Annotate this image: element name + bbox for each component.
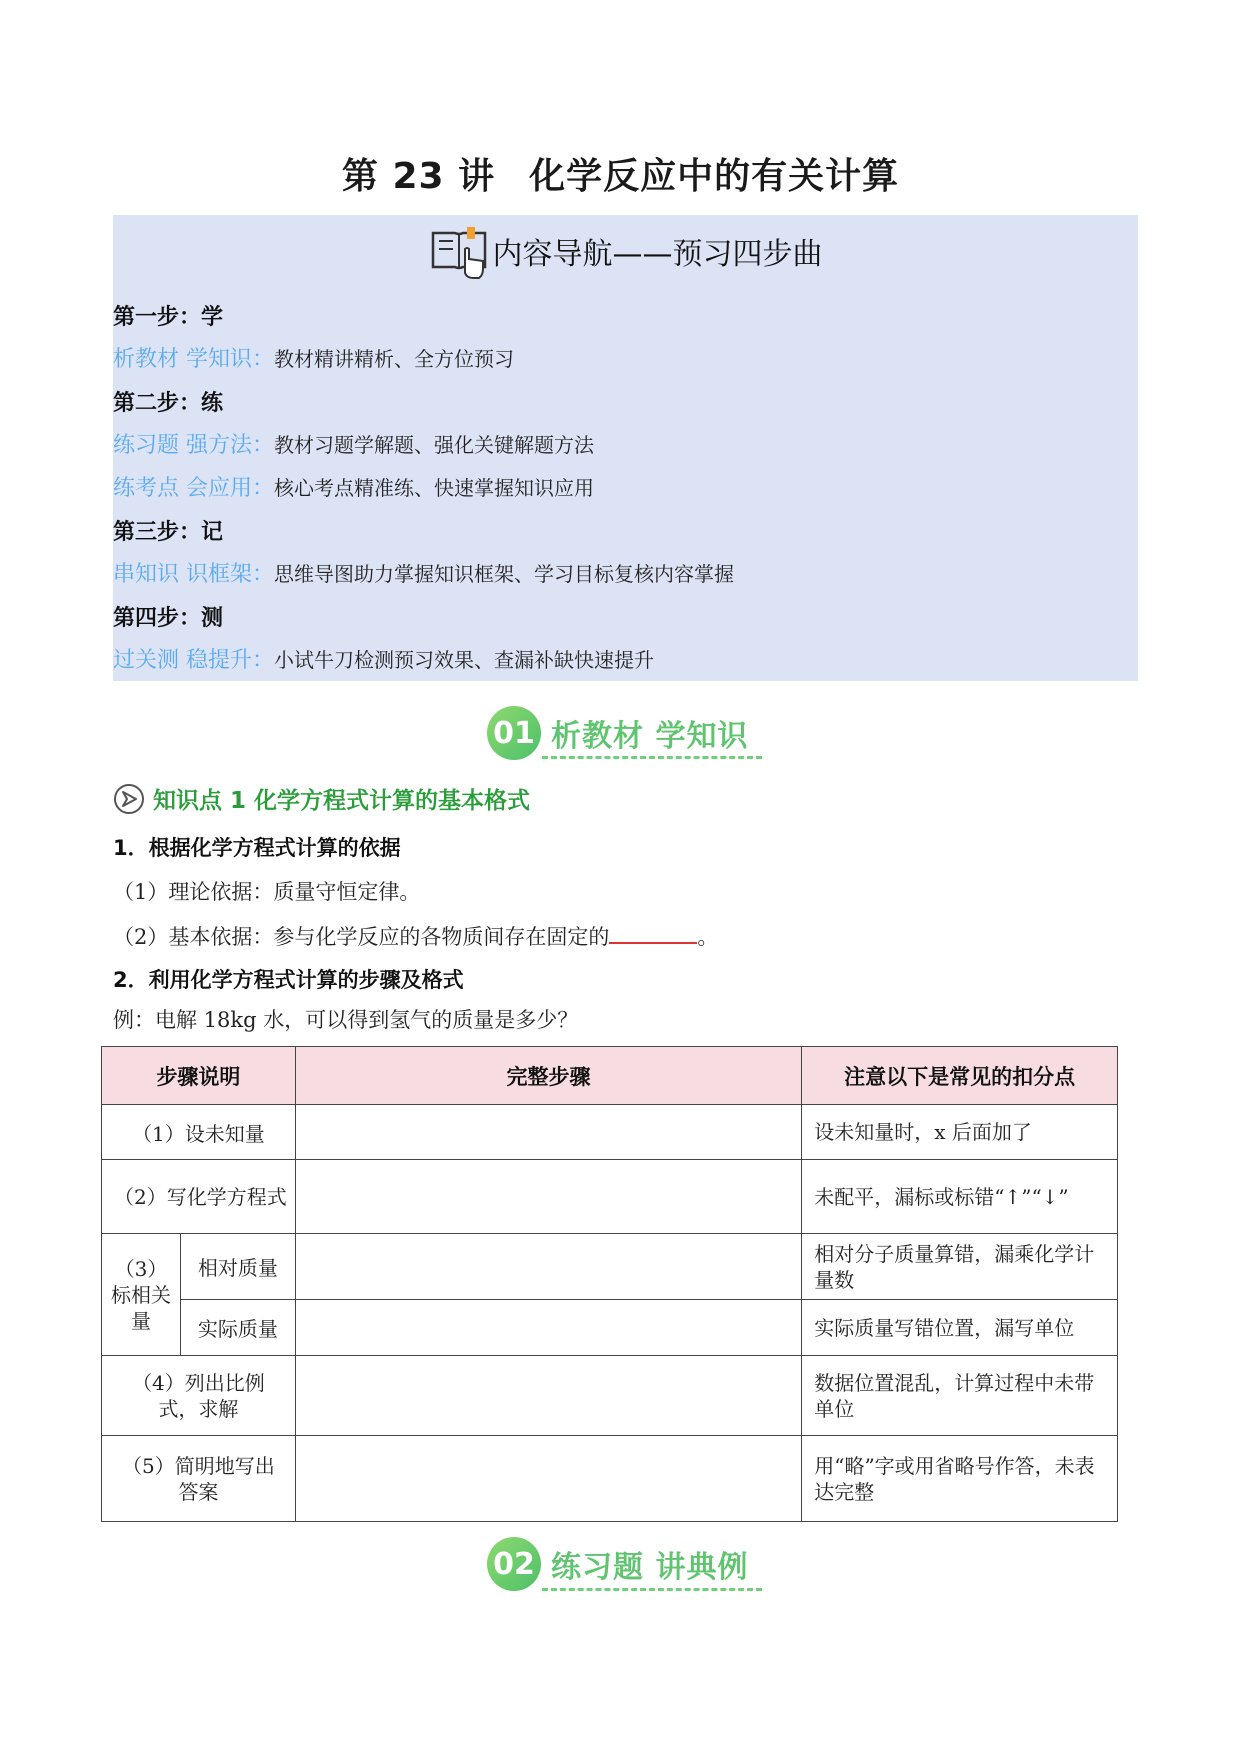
table-header-row	[102, 1047, 1118, 1105]
guide-item-desc: 教材精讲精析、全方位预习	[274, 347, 514, 371]
section-number-badge: 01	[487, 706, 541, 760]
paragraph-text: （2）基本依据：参与化学反应的各物质间存在固定的	[113, 925, 610, 949]
guide-item-desc: 思维导图助力掌握知识框架、学习目标复核内容掌握	[274, 562, 734, 586]
lecture-topic: 化学反应中的有关计算	[529, 156, 900, 197]
guide-item-label: 练习题 强方法：	[113, 433, 274, 458]
section-number-badge: 02	[487, 1537, 541, 1591]
table-row	[102, 1105, 1118, 1160]
guide-item-desc: 核心考点精准练、快速掌握知识应用	[274, 476, 594, 500]
table-row	[102, 1234, 1118, 1300]
answer-cell[interactable]	[295, 1105, 801, 1160]
step-cell: （1）设未知量	[102, 1105, 296, 1160]
guide-item-3	[113, 468, 594, 508]
content-paragraph-2	[113, 921, 718, 951]
guide-item-2	[113, 425, 594, 465]
step-cell: （4）列出比例式，求解	[102, 1356, 296, 1436]
section-banner-2	[487, 1537, 748, 1591]
page-title	[0, 148, 1241, 199]
note-cell: 未配平，漏标或标错“↑”“↓”	[802, 1160, 1118, 1234]
step-group-cell: （3）标相关量	[102, 1234, 181, 1356]
step-cell: （2）写化学方程式	[102, 1160, 296, 1234]
section-banner-1	[487, 706, 748, 760]
section-underline	[542, 1588, 762, 1591]
guide-item-desc: 教材习题学解题、强化关键解题方法	[274, 433, 594, 457]
step-cell: （5）简明地写出答案	[102, 1436, 296, 1522]
guide-item-desc: 小试牛刀检测预习效果、查漏补缺快速提升	[274, 648, 654, 672]
section-underline	[542, 756, 762, 759]
section-title: 练习题 讲典例	[551, 1550, 749, 1585]
guide-item-label: 练考点 会应用：	[113, 476, 274, 501]
book-hand-icon	[429, 223, 489, 279]
guide-item-label: 串知识 识框架：	[113, 562, 274, 587]
header-full-steps: 完整步骤	[295, 1047, 801, 1105]
guide-item-4	[113, 554, 734, 594]
knowledge-point-heading	[113, 782, 530, 815]
guide-item-1	[113, 339, 514, 379]
paragraph-end: 。	[697, 925, 719, 949]
guide-item-5	[113, 640, 654, 680]
section-title: 析教材 学知识	[551, 719, 749, 754]
header-step: 步骤说明	[102, 1047, 296, 1105]
table-row	[102, 1356, 1118, 1436]
calculation-steps-table	[101, 1046, 1118, 1522]
guide-step-1: 第一步：学	[113, 304, 224, 330]
fill-in-blank[interactable]	[609, 922, 697, 944]
knowledge-point-title: 知识点 1 化学方程式计算的基本格式	[153, 788, 531, 814]
content-guide-box	[113, 215, 1138, 681]
note-cell: 数据位置混乱，计算过程中未带单位	[802, 1356, 1118, 1436]
guide-step-4: 第四步：测	[113, 605, 224, 631]
answer-cell[interactable]	[295, 1300, 801, 1356]
table-row	[102, 1300, 1118, 1356]
guide-header	[113, 223, 1138, 279]
table-row	[102, 1436, 1118, 1522]
answer-cell[interactable]	[295, 1234, 801, 1300]
arrow-circle-icon	[113, 783, 145, 815]
header-notes: 注意以下是常见的扣分点	[802, 1047, 1118, 1105]
guide-item-label: 过关测 稳提升：	[113, 648, 274, 673]
content-heading-2: 2．利用化学方程式计算的步骤及格式	[113, 968, 464, 992]
note-cell: 相对分子质量算错，漏乘化学计量数	[802, 1234, 1118, 1300]
example-question: 例：电解 18kg 水，可以得到氢气的质量是多少？	[113, 1008, 579, 1032]
content-paragraph-1: （1）理论依据：质量守恒定律。	[113, 880, 421, 904]
note-cell: 实际质量写错位置，漏写单位	[802, 1300, 1118, 1356]
answer-cell[interactable]	[295, 1160, 801, 1234]
content-heading-1: 1．根据化学方程式计算的依据	[113, 836, 401, 860]
sub-step-cell: 相对质量	[180, 1234, 295, 1300]
answer-cell[interactable]	[295, 1356, 801, 1436]
lecture-number: 第 23 讲	[341, 156, 496, 197]
sub-step-cell: 实际质量	[180, 1300, 295, 1356]
guide-title: 内容导航——预习四步曲	[492, 237, 823, 272]
guide-item-label: 析教材 学知识：	[113, 347, 274, 372]
guide-step-3: 第三步：记	[113, 519, 224, 545]
guide-step-2: 第二步：练	[113, 390, 224, 416]
answer-cell[interactable]	[295, 1436, 801, 1522]
note-cell: 设未知量时，x 后面加了	[802, 1105, 1118, 1160]
table-row	[102, 1160, 1118, 1234]
note-cell: 用“略”字或用省略号作答，未表达完整	[802, 1436, 1118, 1522]
